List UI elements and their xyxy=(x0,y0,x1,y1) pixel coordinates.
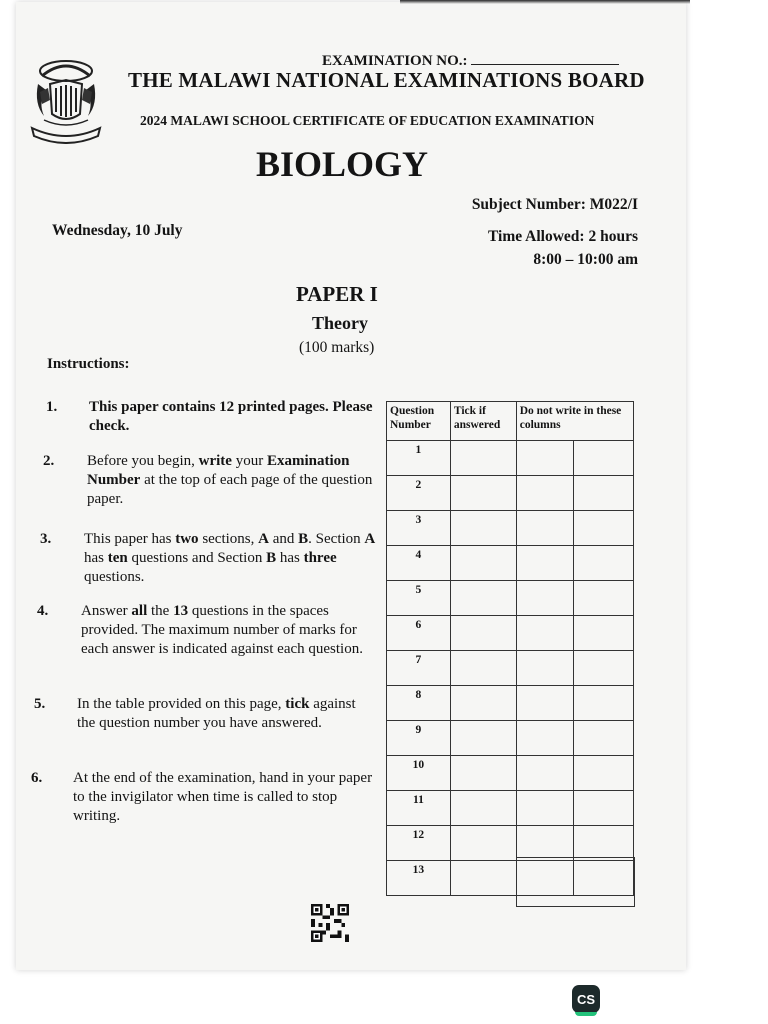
question-number-cell: 1 xyxy=(387,441,451,476)
instruction-text: This paper contains 12 printed pages. Please check. xyxy=(89,399,373,434)
paper-subtitle: Theory xyxy=(312,313,368,333)
subject-number: Subject Number: M022/I xyxy=(471,196,638,213)
table-row xyxy=(387,616,634,651)
examiner-cell xyxy=(574,511,634,546)
tick-cell[interactable] xyxy=(450,511,516,546)
instruction-text: At the end of the examination, hand in your paper to the invigilator when time is called to stop writing. xyxy=(73,770,373,824)
certificate-title: 2024 MALAWI SCHOOL CERTIFICATE OF EDUCATION EXAMINATION xyxy=(140,113,595,128)
instruction-text: In the table provided on this page, tick against the question number you have answered. xyxy=(77,696,356,731)
instruction-number: 2. xyxy=(43,453,55,469)
column-header-examiner: Do not write in these columns xyxy=(516,402,633,441)
table-row xyxy=(387,756,634,791)
camscanner-badge: CS xyxy=(572,985,600,1013)
question-number-cell: 2 xyxy=(387,476,451,511)
table-row xyxy=(387,686,634,721)
examiner-cell xyxy=(574,756,634,791)
maneb-crest-logo xyxy=(26,54,106,144)
examiner-cell xyxy=(516,581,574,616)
examiner-cell xyxy=(574,441,634,476)
tick-cell[interactable] xyxy=(450,826,516,861)
examiner-cell xyxy=(516,511,574,546)
examiner-cell xyxy=(574,651,634,686)
tick-cell[interactable] xyxy=(450,651,516,686)
paper-title: PAPER I xyxy=(296,282,378,306)
tick-cell[interactable] xyxy=(450,721,516,756)
examiner-cell xyxy=(516,686,574,721)
scan-edge-shadow xyxy=(400,0,690,4)
instruction-number: 3. xyxy=(40,531,52,547)
instruction-number: 6. xyxy=(31,770,43,786)
examiner-cell xyxy=(574,791,634,826)
table-row xyxy=(387,791,634,826)
examiner-cell xyxy=(516,791,574,826)
tick-cell[interactable] xyxy=(450,616,516,651)
total-marks-box xyxy=(516,857,635,907)
board-title: THE MALAWI NATIONAL EXAMINATIONS BOARD xyxy=(128,68,645,92)
examiner-cell xyxy=(574,686,634,721)
question-number-cell: 11 xyxy=(387,791,451,826)
table-row xyxy=(387,826,634,861)
examiner-cell xyxy=(516,651,574,686)
examiner-cell xyxy=(574,721,634,756)
examiner-cell xyxy=(516,441,574,476)
tick-cell[interactable] xyxy=(450,791,516,826)
table-row xyxy=(387,546,634,581)
question-number-cell: 6 xyxy=(387,616,451,651)
time-allowed: Time Allowed: 2 hours xyxy=(488,228,638,245)
table-row xyxy=(387,511,634,546)
examiner-cell xyxy=(516,756,574,791)
question-number-cell: 12 xyxy=(387,826,451,861)
subject-title: BIOLOGY xyxy=(256,144,429,184)
table-row xyxy=(387,651,634,686)
tick-cell[interactable] xyxy=(450,476,516,511)
examiner-cell xyxy=(574,546,634,581)
tick-cell[interactable] xyxy=(450,686,516,721)
examiner-cell xyxy=(516,476,574,511)
examiner-cell xyxy=(516,826,574,861)
examiner-cell xyxy=(516,616,574,651)
tick-cell[interactable] xyxy=(450,546,516,581)
paper-marks: (100 marks) xyxy=(299,339,375,356)
table-row xyxy=(387,441,634,476)
table-row xyxy=(387,581,634,616)
time-range: 8:00 – 10:00 am xyxy=(533,251,638,268)
instruction-number: 5. xyxy=(34,696,46,712)
instruction-text: This paper has two sections, A and B. Section A has ten questions and Section B has three questions. xyxy=(84,531,376,585)
tick-cell[interactable] xyxy=(450,756,516,791)
examiner-cell xyxy=(574,476,634,511)
question-number-cell: 13 xyxy=(387,861,451,896)
examiner-cell xyxy=(574,581,634,616)
instructions-heading: Instructions: xyxy=(47,356,130,372)
column-header-tick: Tick if answered xyxy=(450,402,516,441)
question-tick-table xyxy=(386,401,634,896)
instruction-number: 4. xyxy=(37,603,49,619)
examiner-cell xyxy=(516,546,574,581)
instruction-text: Before you begin, write your Examination Number at the top of each page of the question paper. xyxy=(87,453,373,507)
question-number-cell: 9 xyxy=(387,721,451,756)
examiner-cell xyxy=(574,616,634,651)
question-number-cell: 5 xyxy=(387,581,451,616)
table-row xyxy=(387,476,634,511)
tick-cell[interactable] xyxy=(450,441,516,476)
question-number-cell: 3 xyxy=(387,511,451,546)
question-number-cell: 7 xyxy=(387,651,451,686)
question-number-cell: 4 xyxy=(387,546,451,581)
examination-number-blank[interactable] xyxy=(471,52,619,65)
question-number-cell: 10 xyxy=(387,756,451,791)
tick-cell[interactable] xyxy=(450,861,516,896)
instruction-text: Answer all the 13 questions in the spaces provided. The maximum number of marks for each answer is indicated against each question. xyxy=(81,603,363,657)
qr-code xyxy=(311,904,349,942)
examiner-cell xyxy=(516,721,574,756)
column-header-question-number: Question Number xyxy=(387,402,451,441)
exam-date: Wednesday, 10 July xyxy=(52,222,183,239)
table-row xyxy=(387,721,634,756)
examiner-cell xyxy=(574,826,634,861)
question-number-cell: 8 xyxy=(387,686,451,721)
instruction-number: 1. xyxy=(46,399,58,415)
tick-cell[interactable] xyxy=(450,581,516,616)
examination-number-label: EXAMINATION NO.: xyxy=(322,52,619,70)
